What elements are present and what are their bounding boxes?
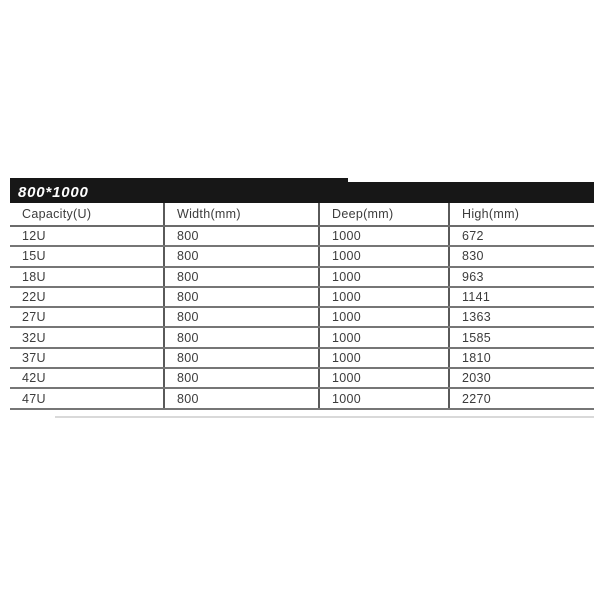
table-cell: 1000	[318, 389, 448, 407]
title-bar	[10, 182, 594, 203]
table-cell: 1141	[448, 288, 594, 306]
table-shadow-line	[55, 416, 594, 418]
table-row	[10, 389, 594, 409]
table-cell: 47U	[22, 391, 46, 406]
table-cell: 1000	[318, 308, 448, 326]
table-cell: 800	[163, 288, 318, 306]
table-cell: 1000	[318, 328, 448, 346]
table-cell: 1000	[318, 227, 448, 245]
column-header: Capacity(U)	[22, 207, 92, 221]
column-header: Width(mm)	[163, 203, 318, 225]
table-cell: 32U	[22, 330, 46, 345]
table-cell: 800	[163, 389, 318, 407]
table-cell: 1585	[448, 328, 594, 346]
table-cell: 22U	[22, 290, 46, 305]
table-cell: 18U	[22, 269, 46, 284]
spec-table	[10, 203, 594, 410]
table-cell: 27U	[22, 310, 46, 325]
table-row	[10, 328, 594, 348]
spec-sheet	[10, 178, 594, 418]
table-cell: 42U	[22, 371, 46, 386]
table-cell: 800	[163, 227, 318, 245]
table-cell: 2030	[448, 369, 594, 387]
title-bar-label: 800*1000	[18, 184, 89, 201]
table-row	[10, 308, 594, 328]
table-cell: 800	[163, 328, 318, 346]
column-header: Deep(mm)	[318, 203, 448, 225]
column-header: High(mm)	[448, 203, 594, 225]
table-row	[10, 247, 594, 267]
table-cell: 672	[448, 227, 594, 245]
table-cell: 1000	[318, 288, 448, 306]
table-cell: 830	[448, 247, 594, 265]
table-cell: 800	[163, 369, 318, 387]
table-cell: 1000	[318, 268, 448, 286]
table-cell: 1000	[318, 349, 448, 367]
table-cell: 1000	[318, 247, 448, 265]
table-row	[10, 288, 594, 308]
table-row	[10, 268, 594, 288]
table-cell: 2270	[448, 389, 594, 407]
table-cell: 800	[163, 247, 318, 265]
table-row	[10, 369, 594, 389]
table-cell: 963	[448, 268, 594, 286]
table-cell: 37U	[22, 350, 46, 365]
table-cell: 800	[163, 268, 318, 286]
table-row	[10, 227, 594, 247]
table-cell: 1000	[318, 369, 448, 387]
table-cell: 1810	[448, 349, 594, 367]
table-cell: 15U	[22, 249, 46, 264]
table-cell: 800	[163, 349, 318, 367]
table-cell: 800	[163, 308, 318, 326]
table-cell: 12U	[22, 229, 46, 244]
table-row	[10, 349, 594, 369]
table-cell: 1363	[448, 308, 594, 326]
table-header-row	[10, 203, 594, 227]
